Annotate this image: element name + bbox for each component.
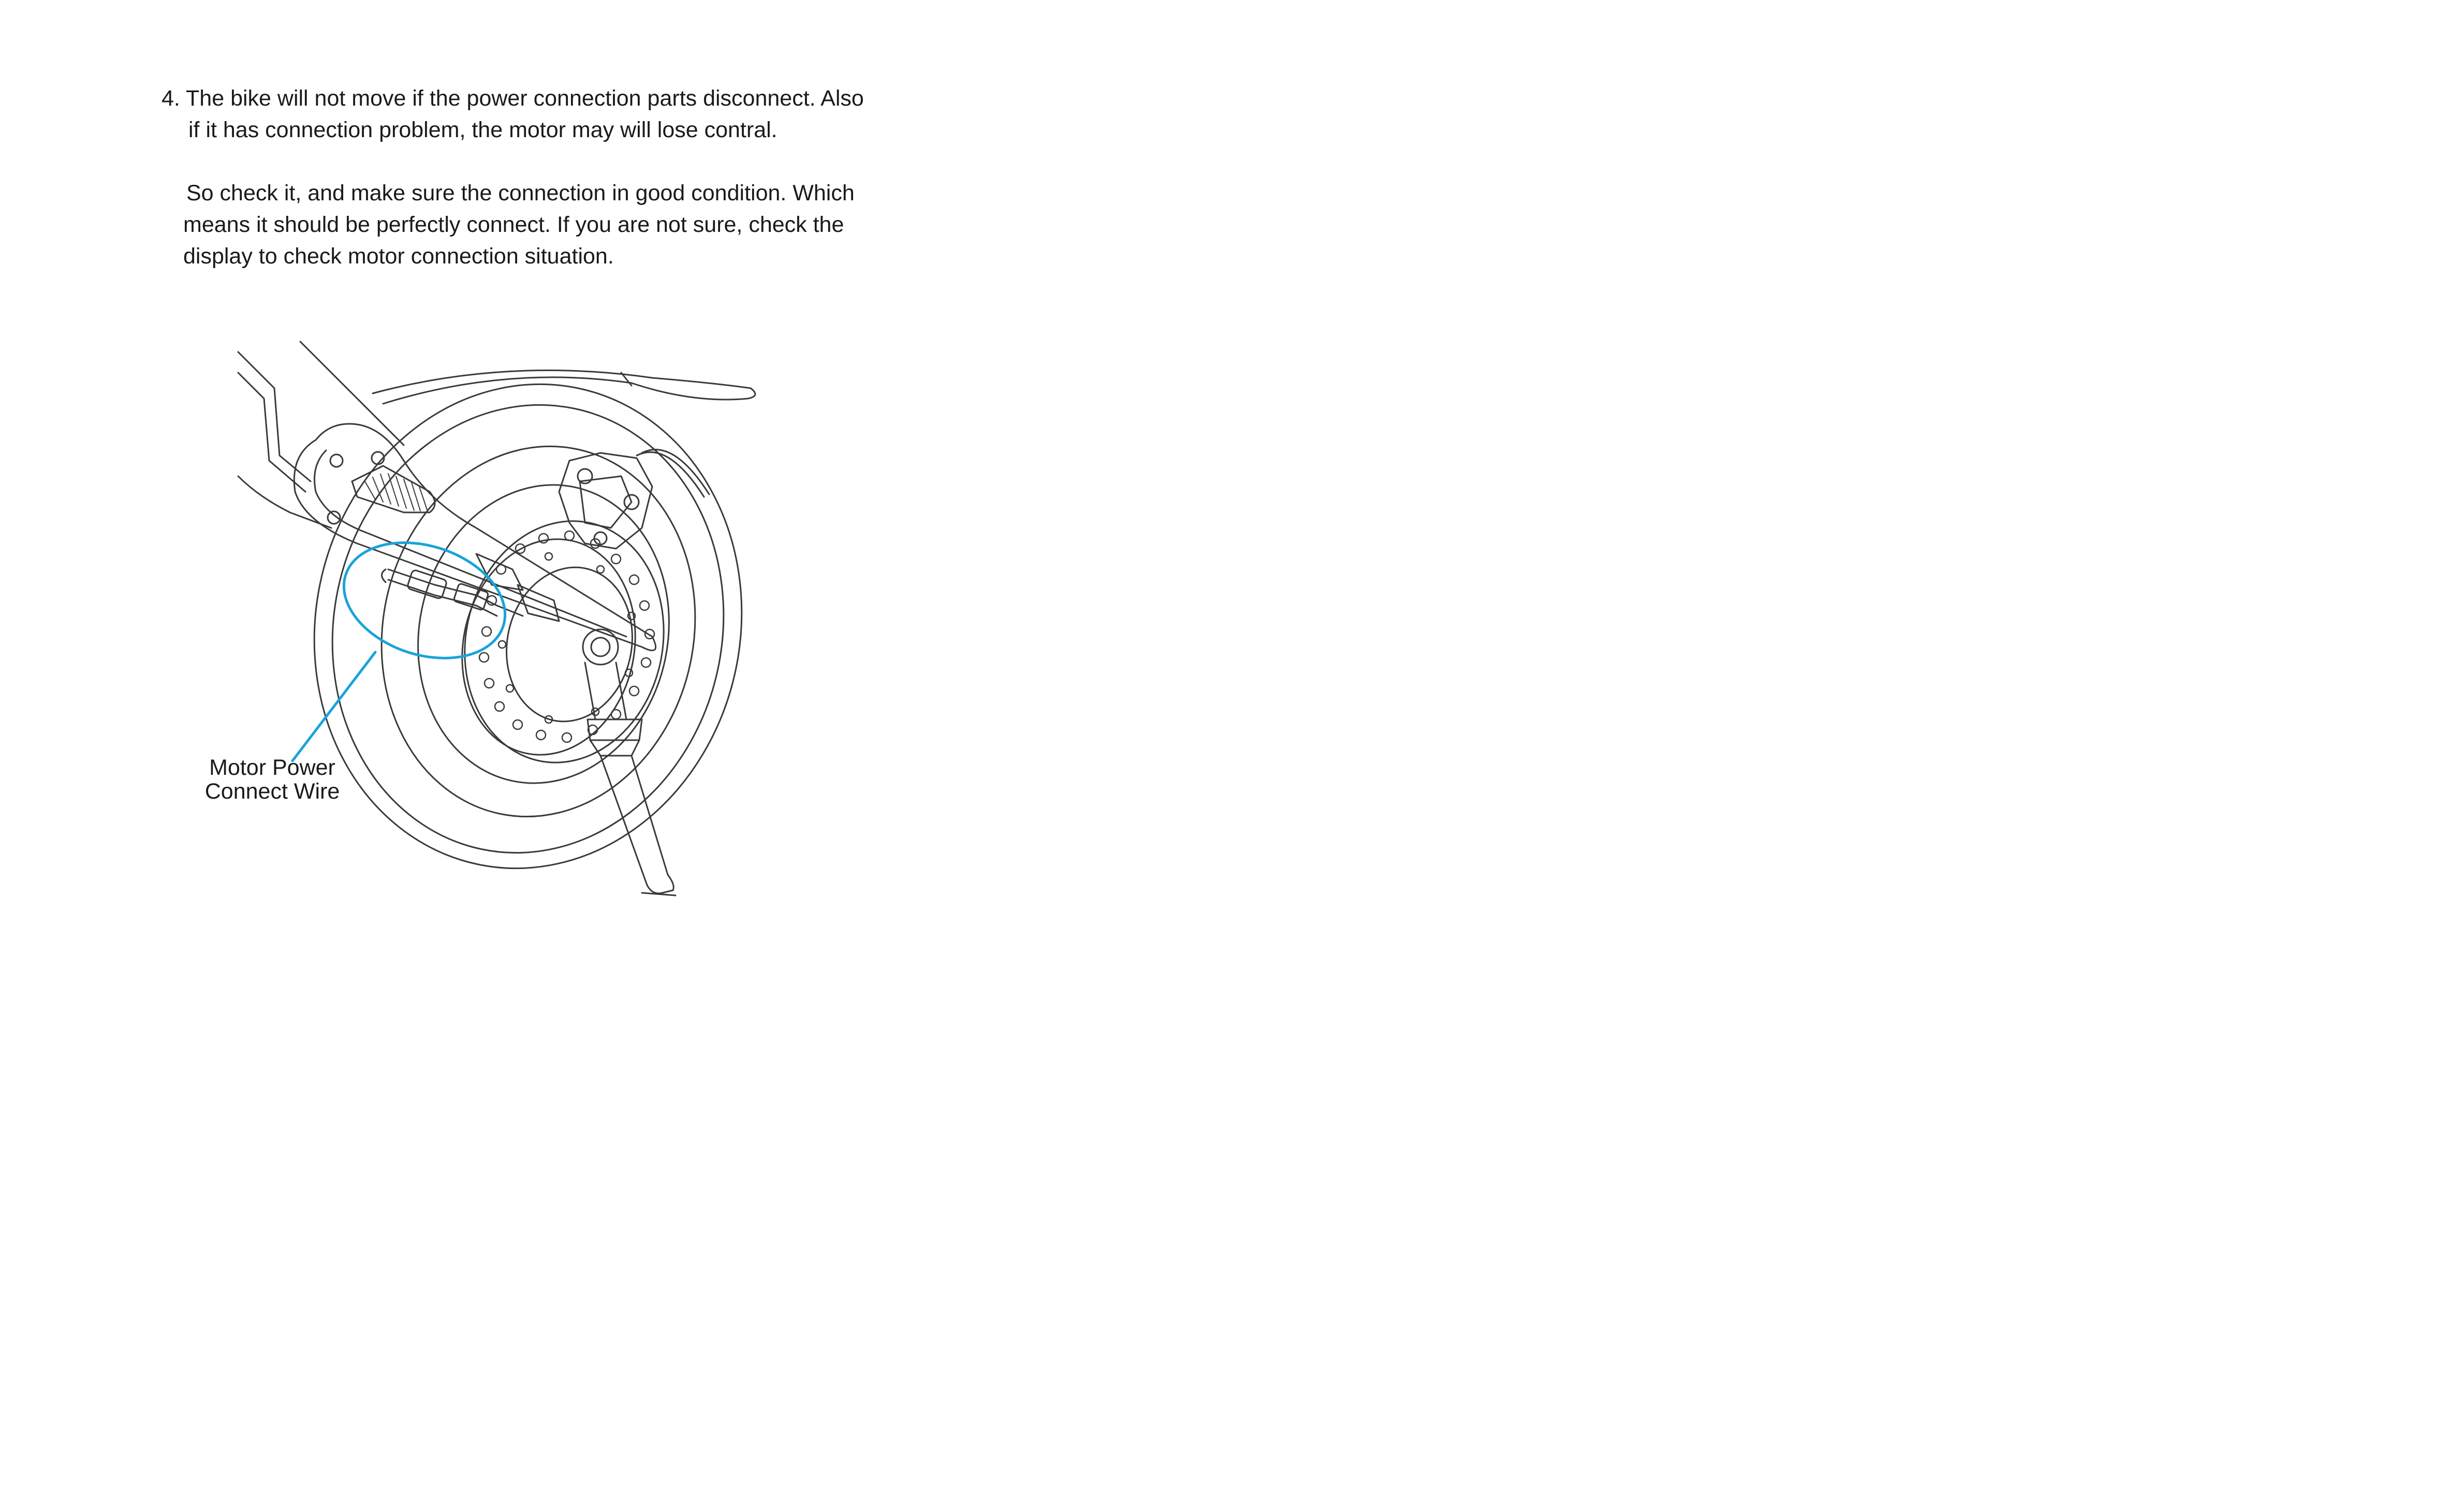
rear-axle xyxy=(583,629,626,719)
rear-wheel-illustration xyxy=(186,326,776,901)
callout-label xyxy=(174,756,371,803)
tire-inner xyxy=(291,369,765,890)
swing-arm xyxy=(294,424,655,651)
motor-wire-connector xyxy=(382,569,523,616)
step-text-line-2: if it has connection problem, the motor may will lose contral. xyxy=(188,117,778,142)
note-text-line-1: So check it, and make sure the connection in good condition. Which xyxy=(186,181,855,205)
disc-holes xyxy=(479,531,654,742)
rear-fender xyxy=(373,370,755,404)
callout-label-line-1: Motor Power xyxy=(209,755,335,780)
note-text-line-3: display to check motor connection situation. xyxy=(183,244,614,269)
note-text-line-2: means it should be perfectly connect. If you are not sure, check the xyxy=(183,212,844,237)
brake-caliper xyxy=(559,450,709,549)
callout-label-line-2: Connect Wire xyxy=(204,779,340,804)
kickstand xyxy=(588,719,676,895)
instructions-block xyxy=(162,83,907,272)
step-text-line-1: 4. The bike will not move if the power connection parts disconnect. Also xyxy=(162,86,864,111)
